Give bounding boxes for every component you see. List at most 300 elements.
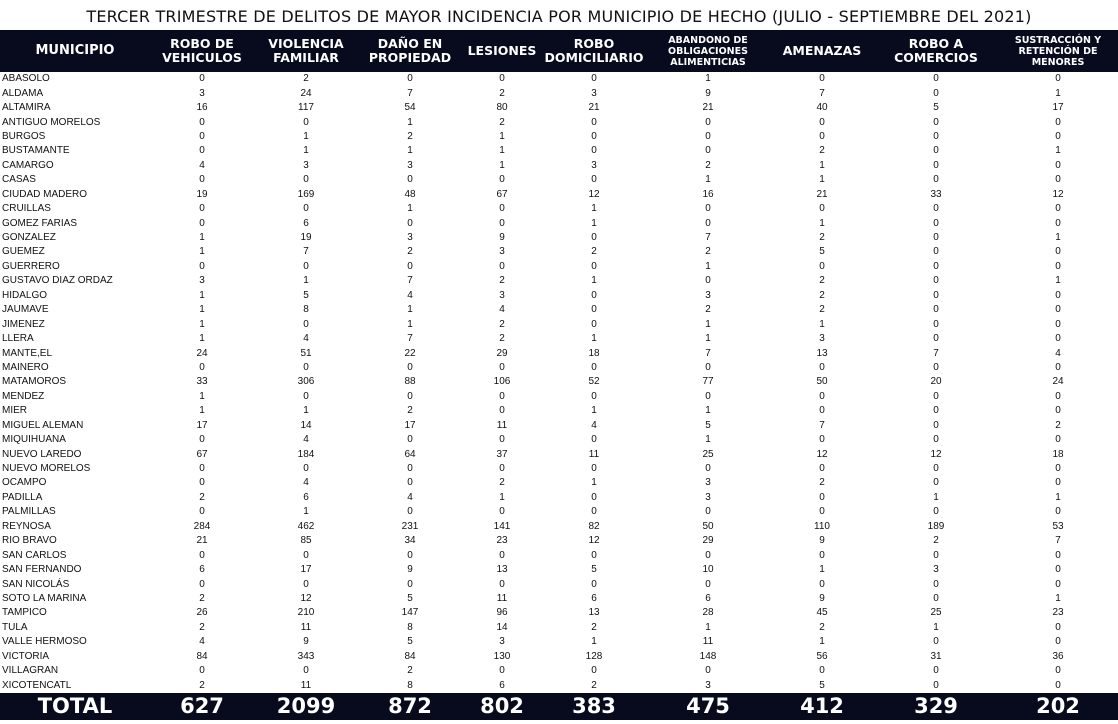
value-cell: 0 <box>933 203 939 215</box>
value-cell: 0 <box>705 390 711 402</box>
value-cell: 6 <box>303 217 309 229</box>
value-cell: 1 <box>1055 491 1061 503</box>
value-cell: 12 <box>300 592 312 604</box>
value-cell: 0 <box>933 361 939 373</box>
value-cell: 0 <box>1055 578 1061 590</box>
value-cell: 1 <box>705 318 711 330</box>
value-cell: 0 <box>499 203 505 215</box>
value-cell: 8 <box>303 304 309 316</box>
value-cell: 0 <box>1055 246 1061 258</box>
value-cell: 6 <box>199 564 205 576</box>
value-cell: 1 <box>303 506 309 518</box>
value-cell: 0 <box>705 130 711 142</box>
table-row <box>0 274 1118 288</box>
value-cell: 7 <box>819 87 825 99</box>
value-cell: 18 <box>1052 448 1064 460</box>
table-row <box>0 361 1118 375</box>
value-cell: 1 <box>705 73 711 85</box>
value-cell: 11 <box>702 636 714 648</box>
municipio-cell: GONZALEZ <box>2 232 56 244</box>
value-cell: 0 <box>407 390 413 402</box>
value-cell: 0 <box>199 174 205 186</box>
value-cell: 0 <box>591 73 597 85</box>
value-cell: 1 <box>1055 87 1061 99</box>
value-cell: 284 <box>193 520 211 532</box>
value-cell: 6 <box>705 592 711 604</box>
value-cell: 2 <box>199 592 205 604</box>
value-cell: 0 <box>1055 390 1061 402</box>
header-sustraccion-menores: SUSTRACCIÓN Y RETENCIÓN DE MENORES <box>998 30 1118 72</box>
value-cell: 5 <box>591 564 597 576</box>
value-cell: 2 <box>199 491 205 503</box>
value-cell: 2 <box>819 477 825 489</box>
value-cell: 4 <box>407 289 413 301</box>
value-cell: 33 <box>930 188 942 200</box>
value-cell: 1 <box>819 159 825 171</box>
value-cell: 11 <box>300 679 312 691</box>
value-cell: 1 <box>407 318 413 330</box>
value-cell: 106 <box>493 376 511 388</box>
value-cell: 3 <box>819 333 825 345</box>
value-cell: 0 <box>591 289 597 301</box>
value-cell: 2 <box>591 621 597 633</box>
value-cell: 9 <box>303 636 309 648</box>
value-cell: 9 <box>705 87 711 99</box>
value-cell: 0 <box>705 578 711 590</box>
value-cell: 2 <box>819 621 825 633</box>
table-row <box>0 159 1118 173</box>
value-cell: 0 <box>591 318 597 330</box>
value-cell: 1 <box>819 564 825 576</box>
municipio-cell: RIO BRAVO <box>2 535 57 547</box>
value-cell: 3 <box>705 491 711 503</box>
value-cell: 0 <box>705 203 711 215</box>
value-cell: 84 <box>404 650 416 662</box>
value-cell: 37 <box>496 448 508 460</box>
value-cell: 12 <box>588 188 600 200</box>
value-cell: 0 <box>499 549 505 561</box>
value-cell: 1 <box>705 434 711 446</box>
value-cell: 0 <box>1055 506 1061 518</box>
value-cell: 52 <box>588 376 600 388</box>
table-row <box>0 390 1118 404</box>
value-cell: 0 <box>933 87 939 99</box>
value-cell: 343 <box>297 650 315 662</box>
value-cell: 5 <box>705 419 711 431</box>
municipio-cell: PALMILLAS <box>2 506 56 518</box>
value-cell: 0 <box>591 130 597 142</box>
municipio-cell: MENDEZ <box>2 390 45 402</box>
value-cell: 3 <box>933 564 939 576</box>
value-cell: 5 <box>819 246 825 258</box>
value-cell: 128 <box>585 650 603 662</box>
municipio-cell: ALDAMA <box>2 87 44 99</box>
value-cell: 0 <box>933 130 939 142</box>
value-cell: 0 <box>819 578 825 590</box>
value-cell: 0 <box>933 116 939 128</box>
table-row <box>0 303 1118 317</box>
value-cell: 8 <box>407 621 413 633</box>
value-cell: 141 <box>493 520 511 532</box>
value-cell: 1 <box>819 636 825 648</box>
value-cell: 2 <box>499 477 505 489</box>
value-cell: 0 <box>499 463 505 475</box>
municipio-cell: TAMPICO <box>2 607 47 619</box>
value-cell: 1 <box>199 232 205 244</box>
value-cell: 1 <box>499 159 505 171</box>
value-cell: 50 <box>816 376 828 388</box>
value-cell: 1 <box>407 145 413 157</box>
value-cell: 4 <box>199 159 205 171</box>
value-cell: 1 <box>303 130 309 142</box>
table-row <box>0 231 1118 245</box>
value-cell: 1 <box>933 621 939 633</box>
value-cell: 8 <box>407 679 413 691</box>
municipio-cell: CRUILLAS <box>2 203 51 215</box>
value-cell: 3 <box>199 87 205 99</box>
value-cell: 1 <box>199 405 205 417</box>
value-cell: 0 <box>705 463 711 475</box>
value-cell: 1 <box>591 405 597 417</box>
table-row <box>0 245 1118 259</box>
value-cell: 5 <box>933 102 939 114</box>
value-cell: 17 <box>196 419 208 431</box>
value-cell: 1 <box>819 174 825 186</box>
municipio-cell: BUSTAMANTE <box>2 145 70 157</box>
value-cell: 1 <box>499 145 505 157</box>
value-cell: 3 <box>407 232 413 244</box>
value-cell: 13 <box>496 564 508 576</box>
value-cell: 0 <box>591 361 597 373</box>
table-row <box>0 577 1118 591</box>
municipio-cell: VILLAGRAN <box>2 665 59 677</box>
value-cell: 306 <box>297 376 315 388</box>
value-cell: 0 <box>303 203 309 215</box>
value-cell: 0 <box>499 390 505 402</box>
value-cell: 7 <box>407 87 413 99</box>
municipio-cell: JIMENEZ <box>2 318 45 330</box>
value-cell: 9 <box>819 535 825 547</box>
value-cell: 6 <box>591 592 597 604</box>
value-cell: 88 <box>404 376 416 388</box>
value-cell: 31 <box>930 650 942 662</box>
value-cell: 0 <box>933 246 939 258</box>
municipio-cell: NUEVO LAREDO <box>2 448 82 460</box>
value-cell: 3 <box>705 679 711 691</box>
value-cell: 12 <box>1052 188 1064 200</box>
value-cell: 210 <box>297 607 315 619</box>
value-cell: 0 <box>407 463 413 475</box>
value-cell: 0 <box>819 491 825 503</box>
municipio-cell: BURGOS <box>2 130 46 142</box>
value-cell: 67 <box>496 188 508 200</box>
value-cell: 1 <box>199 318 205 330</box>
municipio-cell: SAN CARLOS <box>2 549 67 561</box>
table-row <box>0 86 1118 100</box>
value-cell: 25 <box>930 607 942 619</box>
value-cell: 0 <box>1055 318 1061 330</box>
value-cell: 24 <box>300 87 312 99</box>
value-cell: 0 <box>199 116 205 128</box>
value-cell: 1 <box>819 318 825 330</box>
municipio-cell: SAN NICOLÁS <box>2 578 70 590</box>
value-cell: 7 <box>705 347 711 359</box>
value-cell: 4 <box>499 304 505 316</box>
value-cell: 17 <box>404 419 416 431</box>
value-cell: 1 <box>591 333 597 345</box>
total-label: TOTAL <box>0 693 150 720</box>
value-cell: 0 <box>199 203 205 215</box>
municipio-cell: ANTIGUO MORELOS <box>2 116 101 128</box>
crime-table <box>0 30 1118 720</box>
value-cell: 48 <box>404 188 416 200</box>
value-cell: 25 <box>702 448 714 460</box>
value-cell: 21 <box>588 102 600 114</box>
table-row <box>0 635 1118 649</box>
value-cell: 0 <box>705 361 711 373</box>
value-cell: 1 <box>1055 232 1061 244</box>
value-cell: 0 <box>933 145 939 157</box>
value-cell: 0 <box>1055 549 1061 561</box>
table-row <box>0 144 1118 158</box>
value-cell: 14 <box>496 621 508 633</box>
value-cell: 85 <box>300 535 312 547</box>
value-cell: 0 <box>199 665 205 677</box>
value-cell: 0 <box>591 174 597 186</box>
value-cell: 0 <box>933 477 939 489</box>
value-cell: 1 <box>407 304 413 316</box>
value-cell: 2 <box>407 665 413 677</box>
value-cell: 1 <box>933 491 939 503</box>
value-cell: 14 <box>300 419 312 431</box>
header-amenazas: AMENAZAS <box>770 30 874 72</box>
value-cell: 0 <box>819 665 825 677</box>
value-cell: 0 <box>819 463 825 475</box>
value-cell: 19 <box>300 232 312 244</box>
value-cell: 0 <box>1055 304 1061 316</box>
value-cell: 2 <box>499 275 505 287</box>
value-cell: 0 <box>933 232 939 244</box>
value-cell: 0 <box>303 390 309 402</box>
value-cell: 7 <box>407 275 413 287</box>
value-cell: 0 <box>407 549 413 561</box>
municipio-cell: VICTORIA <box>2 650 50 662</box>
value-cell: 462 <box>297 520 315 532</box>
value-cell: 12 <box>588 535 600 547</box>
municipio-cell: CAMARGO <box>2 159 54 171</box>
table-row <box>0 346 1118 360</box>
value-cell: 0 <box>933 217 939 229</box>
municipio-cell: MIQUIHUANA <box>2 434 66 446</box>
value-cell: 0 <box>199 477 205 489</box>
value-cell: 0 <box>1055 217 1061 229</box>
value-cell: 0 <box>933 636 939 648</box>
value-cell: 82 <box>588 520 600 532</box>
value-cell: 0 <box>1055 621 1061 633</box>
header-robo-domiciliario: ROBO DOMICILIARIO <box>542 30 646 72</box>
value-cell: 2 <box>705 159 711 171</box>
municipio-cell: SOTO LA MARINA <box>2 592 87 604</box>
value-cell: 0 <box>933 73 939 85</box>
header-dano-propiedad: DAÑO EN PROPIEDAD <box>358 30 462 72</box>
table-row <box>0 115 1118 129</box>
value-cell: 0 <box>819 73 825 85</box>
header-lesiones: LESIONES <box>462 30 542 72</box>
value-cell: 0 <box>819 549 825 561</box>
total-cell: 802 <box>462 693 542 720</box>
value-cell: 2 <box>819 232 825 244</box>
value-cell: 0 <box>1055 159 1061 171</box>
value-cell: 51 <box>300 347 312 359</box>
value-cell: 0 <box>591 434 597 446</box>
value-cell: 0 <box>819 260 825 272</box>
value-cell: 0 <box>933 390 939 402</box>
value-cell: 9 <box>819 592 825 604</box>
table-row <box>0 404 1118 418</box>
value-cell: 0 <box>933 463 939 475</box>
value-cell: 110 <box>814 520 830 532</box>
table-row <box>0 447 1118 461</box>
value-cell: 1 <box>591 636 597 648</box>
value-cell: 130 <box>493 650 511 662</box>
value-cell: 36 <box>1052 650 1064 662</box>
value-cell: 0 <box>933 275 939 287</box>
total-cell: 383 <box>542 693 646 720</box>
value-cell: 1 <box>591 275 597 287</box>
value-cell: 2 <box>499 333 505 345</box>
value-cell: 148 <box>699 650 717 662</box>
municipio-cell: JAUMAVE <box>2 304 49 316</box>
value-cell: 0 <box>591 390 597 402</box>
value-cell: 1 <box>199 304 205 316</box>
value-cell: 0 <box>407 477 413 489</box>
value-cell: 34 <box>404 535 416 547</box>
value-cell: 0 <box>199 549 205 561</box>
value-cell: 21 <box>816 188 828 200</box>
table-row <box>0 173 1118 187</box>
table-row <box>0 563 1118 577</box>
value-cell: 0 <box>303 174 309 186</box>
value-cell: 0 <box>933 260 939 272</box>
value-cell: 28 <box>702 607 714 619</box>
value-cell: 0 <box>499 665 505 677</box>
value-cell: 17 <box>1052 102 1064 114</box>
value-cell: 0 <box>407 174 413 186</box>
value-cell: 0 <box>933 549 939 561</box>
value-cell: 11 <box>496 419 508 431</box>
value-cell: 7 <box>1055 535 1061 547</box>
value-cell: 9 <box>407 564 413 576</box>
value-cell: 0 <box>933 578 939 590</box>
municipio-cell: ALTAMIRA <box>2 102 51 114</box>
value-cell: 5 <box>303 289 309 301</box>
value-cell: 0 <box>303 116 309 128</box>
value-cell: 0 <box>591 116 597 128</box>
value-cell: 16 <box>702 188 714 200</box>
value-cell: 3 <box>199 275 205 287</box>
value-cell: 2 <box>819 145 825 157</box>
value-cell: 4 <box>591 419 597 431</box>
value-cell: 21 <box>196 535 208 547</box>
value-cell: 147 <box>401 607 419 619</box>
value-cell: 54 <box>404 102 416 114</box>
header-robo-vehiculos: ROBO DE VEHICULOS <box>150 30 254 72</box>
table-row <box>0 534 1118 548</box>
value-cell: 2 <box>1055 419 1061 431</box>
value-cell: 0 <box>933 665 939 677</box>
table-row <box>0 678 1118 692</box>
table-row <box>0 101 1118 115</box>
value-cell: 117 <box>298 102 314 114</box>
value-cell: 53 <box>1052 520 1064 532</box>
value-cell: 16 <box>196 102 208 114</box>
municipio-cell: PADILLA <box>2 491 43 503</box>
table-row <box>0 592 1118 606</box>
table-row <box>0 202 1118 216</box>
value-cell: 0 <box>705 217 711 229</box>
value-cell: 2 <box>199 679 205 691</box>
value-cell: 0 <box>1055 361 1061 373</box>
value-cell: 2 <box>819 289 825 301</box>
value-cell: 0 <box>199 578 205 590</box>
report-title: TERCER TRIMESTRE DE DELITOS DE MAYOR INCIDENCIA POR MUNICIPIO DE HECHO (JULIO - SEPTIEMBRE DEL 2021) <box>86 7 1032 26</box>
value-cell: 1 <box>303 405 309 417</box>
value-cell: 11 <box>300 621 312 633</box>
municipio-cell: REYNOSA <box>2 520 51 532</box>
value-cell: 0 <box>819 506 825 518</box>
value-cell: 0 <box>819 390 825 402</box>
value-cell: 1 <box>591 203 597 215</box>
value-cell: 5 <box>407 592 413 604</box>
value-cell: 0 <box>199 145 205 157</box>
header-municipio: MUNICIPIO <box>0 30 150 72</box>
total-cell: 412 <box>770 693 874 720</box>
value-cell: 0 <box>303 578 309 590</box>
value-cell: 3 <box>407 159 413 171</box>
value-cell: 0 <box>1055 203 1061 215</box>
value-cell: 0 <box>199 434 205 446</box>
value-cell: 2 <box>591 679 597 691</box>
value-cell: 1 <box>705 405 711 417</box>
header-violencia-familiar: VIOLENCIA FAMILIAR <box>254 30 358 72</box>
value-cell: 33 <box>196 376 208 388</box>
value-cell: 4 <box>407 491 413 503</box>
value-cell: 0 <box>819 405 825 417</box>
value-cell: 7 <box>303 246 309 258</box>
value-cell: 0 <box>819 116 825 128</box>
value-cell: 0 <box>933 679 939 691</box>
value-cell: 0 <box>303 260 309 272</box>
table-row <box>0 130 1118 144</box>
total-cell: 475 <box>646 693 770 720</box>
value-cell: 0 <box>705 145 711 157</box>
table-row <box>0 520 1118 534</box>
value-cell: 1 <box>199 390 205 402</box>
municipio-cell: GUERRERO <box>2 260 60 272</box>
value-cell: 0 <box>199 260 205 272</box>
value-cell: 0 <box>407 260 413 272</box>
value-cell: 1 <box>499 491 505 503</box>
total-cell: 2099 <box>254 693 358 720</box>
value-cell: 169 <box>297 188 315 200</box>
value-cell: 3 <box>705 289 711 301</box>
value-cell: 0 <box>591 232 597 244</box>
value-cell: 0 <box>705 116 711 128</box>
value-cell: 4 <box>303 477 309 489</box>
municipio-cell: NUEVO MORELOS <box>2 463 91 475</box>
value-cell: 0 <box>1055 174 1061 186</box>
value-cell: 0 <box>1055 130 1061 142</box>
